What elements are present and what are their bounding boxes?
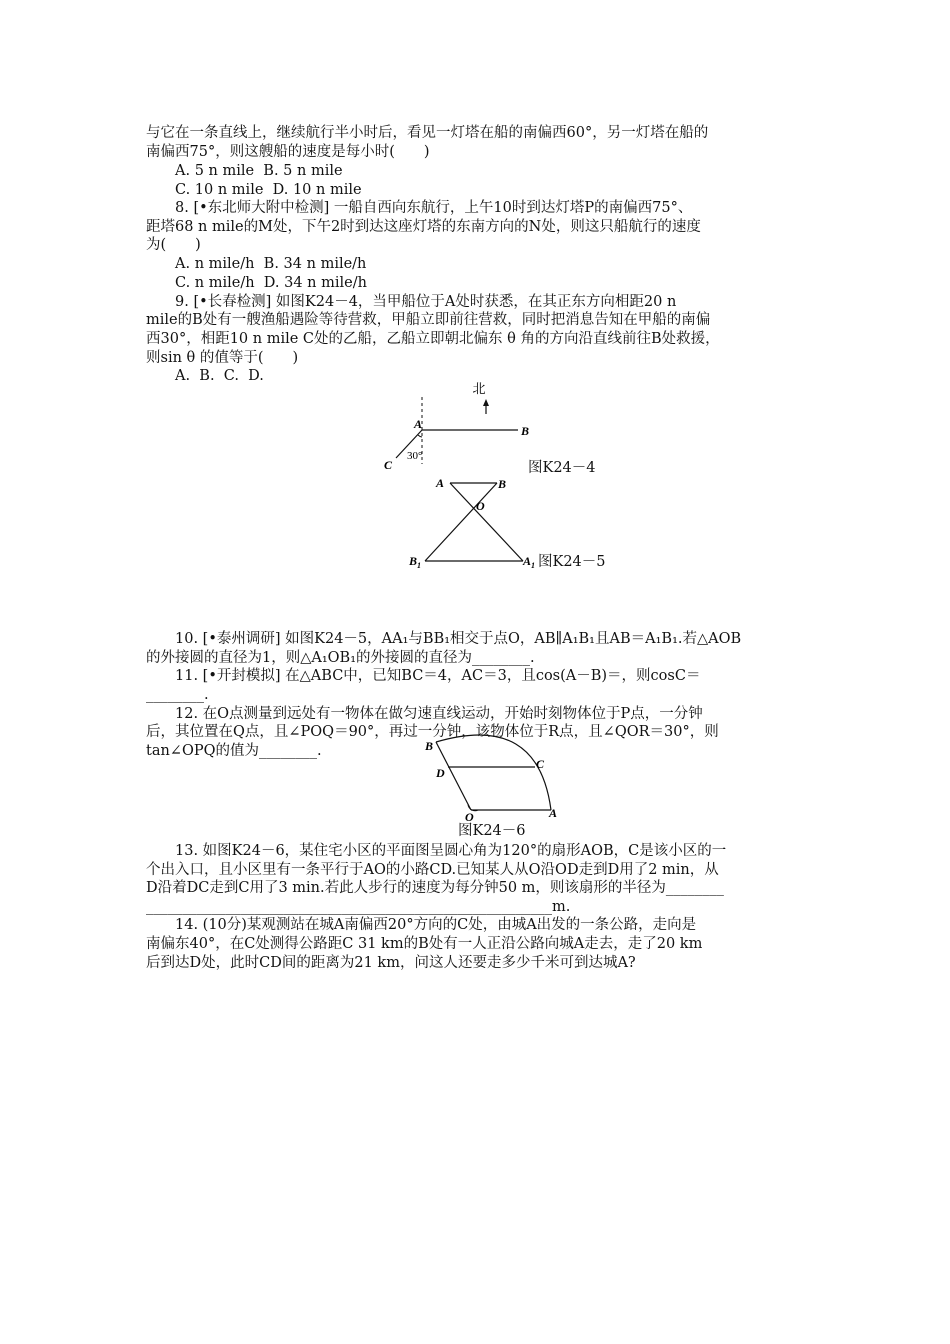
question-9-line-3: 西30°，相距10 n mile C处的乙船，乙船立即朝北偏东 θ 角的方向沿直线前往B处救援，	[146, 331, 720, 347]
question-12-line-1: 12. 在O点测量到远处有一物体在做匀速直线运动，开始时刻物体位于P点，一分钟	[175, 706, 703, 722]
question-13-line-2: 个出入口，且小区里有一条平行于AO的小路CD.已知某人从O沿OD走到D用了2 min，从	[146, 862, 719, 878]
question-11-line-2: ________.	[146, 687, 209, 703]
question-14-line-3: 后到达D处，此时CD间的距离为21 km，问这人还要走多少千米可到达城A?	[146, 955, 636, 971]
option-line-q7-cd: C. 10 n mile D. 10 n mile	[175, 182, 362, 198]
caption-fig-k24-6: 图K24－6	[458, 823, 526, 839]
option-line-q8-cd: C. n mile/h D. 34 n mile/h	[175, 275, 367, 291]
fig6-arc	[436, 735, 551, 810]
question-14-line-1: 14. (10分)某观测站在城A南偏西20°方向的C处，由城A出发的一条公路，走向是	[175, 917, 697, 933]
fig4-label-a: A	[414, 417, 423, 431]
fig5-label-b: B	[498, 477, 507, 491]
figure-k24-5	[400, 470, 536, 580]
fig4-north-arrowhead	[483, 399, 489, 406]
question-14-line-2: 南偏东40°，在C处测得公路距C 31 km的B处有一人正沿公路向城A走去，走了20 km	[146, 936, 703, 952]
question-8-line-2: 距塔68 n mile的M处，下午2时到达这座灯塔的东南方向的N处，则这只船航行的速度	[146, 219, 701, 235]
fig4-label-c: C	[384, 458, 393, 472]
option-line-q8-ab: A. n mile/h B. 34 n mile/h	[175, 256, 367, 272]
question-8-line-3: 为( )	[146, 237, 201, 253]
fig5-label-b1: $B_1$	[409, 554, 422, 570]
option-line-q7-ab: A. 5 n mile B. 5 n mile	[175, 163, 343, 179]
fig4-angle-label: 30°	[407, 450, 423, 462]
question-9-line-2: mile的B处有一艘渔船遇险等待营救，甲船立即前往营救，同时把消息告知在甲船的南偏	[146, 312, 711, 328]
question-9-line-4: 则sin θ 的值等于( )	[146, 350, 299, 366]
question-10-line-1: 10. [•泰州调研] 如图K24－5，AA₁与BB₁相交于点O，AB∥A₁B₁且AB＝A₁B₁.若△AOB	[175, 631, 742, 647]
caption-fig-k24-5: 图K24－5	[538, 554, 606, 570]
fig4-north-label: 北	[472, 381, 486, 396]
question-9-line-1: 9. [•长春检测] 如图K24－4，当甲船位于A处时获悉，在其正东方向相距20 n	[175, 294, 677, 310]
figure-k24-6	[420, 732, 570, 827]
fig4-label-b: B	[521, 424, 530, 438]
fig5-label-o: O	[476, 499, 485, 513]
question-12-line-3: tan∠OPQ的值为________.	[146, 743, 322, 759]
text-line-2: 南偏西75°，则这艘船的速度是每小时( )	[146, 144, 430, 160]
question-13-line-3: D沿着DC走到C用了3 min.若此人步行的速度为每分钟50 m，则该扇形的半径为________	[146, 880, 724, 896]
question-13-line-4: ________________________________________________________m.	[146, 899, 571, 915]
text-line-1: 与它在一条直线上，继续航行半小时后，看见一灯塔在船的南偏西60°，另一灯塔在船的	[146, 125, 709, 141]
fig6-label-d: D	[436, 766, 445, 780]
question-11-line-1: 11. [•开封模拟] 在△ABC中，已知BC＝4，AC＝3，且cos(A－B)＝，则cosC＝	[175, 668, 701, 684]
fig5-label-a1: $A_1$	[523, 554, 536, 570]
fig4-angle-arc	[418, 435, 422, 437]
question-12-line-2: 后，其位置在Q点，且∠POQ＝90°，再过一分钟，该物体位于R点，且∠QOR＝30°，则	[146, 724, 719, 740]
fig6-label-b: B	[425, 739, 434, 753]
fig6-label-c: C	[536, 757, 545, 771]
fig6-label-o: O	[465, 810, 474, 824]
caption-fig-k24-4: 图K24－4	[528, 460, 596, 476]
fig5-label-a: A	[436, 476, 445, 490]
question-8-line-1: 8. [•东北师大附中检测] 一船自西向东航行，上午10时到达灯塔P的南偏西75°、	[175, 200, 693, 216]
question-13-line-1: 13. 如图K24－6，某住宅小区的平面图呈圆心角为120°的扇形AOB，C是该小区的一	[175, 843, 727, 859]
option-line-q9: A. B. C. D.	[175, 368, 264, 384]
fig6-label-a: A	[549, 806, 558, 820]
question-10-line-2: 的外接圆的直径为1，则△A₁OB₁的外接圆的直径为________.	[146, 650, 535, 666]
